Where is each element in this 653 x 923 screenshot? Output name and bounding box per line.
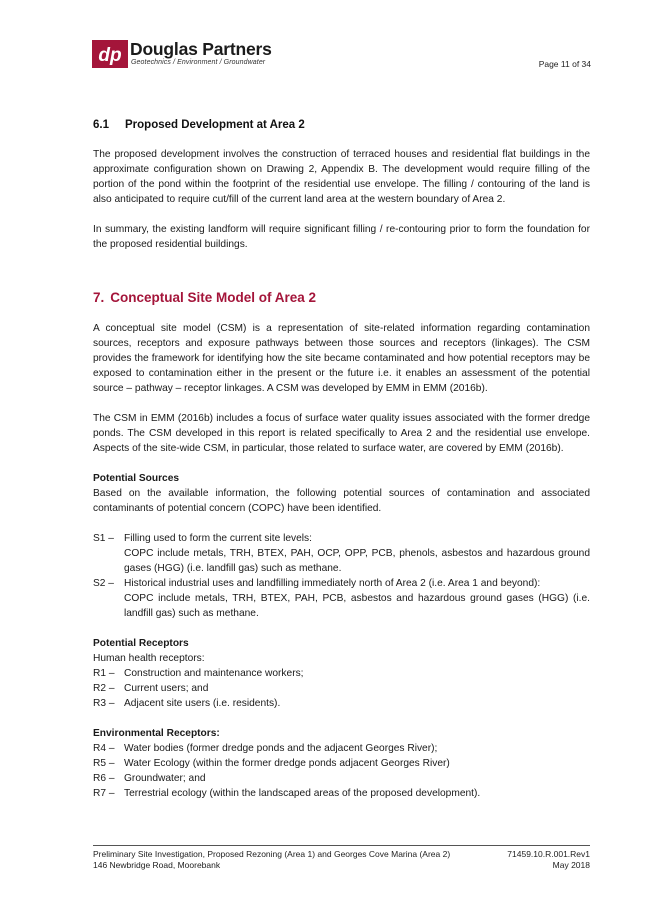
page-footer [93,849,590,870]
item-code: R3 – [93,698,115,709]
list-item [93,771,590,786]
item-text: Groundwater; and [124,773,206,784]
environmental-receptors-list [93,741,590,801]
list-item [93,666,590,681]
list-item [93,576,590,621]
item-text: Water Ecology (within the former dredge ponds adjacent Georges River) [124,758,450,769]
item-code: S2 – [93,578,114,589]
item-text: Adjacent site users (i.e. residents). [124,698,281,709]
item-detail: COPC include metals, TRH, BTEX, PAH, PCB, asbestos and hazardous ground gases (HGG) (i.e. landfill gas) such as methane. [124,593,590,619]
item-text: Historical industrial uses and landfilling immediately north of Area 2 (i.e. Area 1 and beyond): [124,578,541,589]
paragraph: Based on the available information, the following potential sources of contamination and associated contaminants of potential concern (COPC) have been identified. [93,488,590,514]
footer-date: May 2018 [552,859,590,870]
footer-report-number: 71459.10.R.001.Rev1 [507,849,590,859]
section-title: Proposed Development at Area 2 [125,119,305,131]
section-title: Conceptual Site Model of Area 2 [110,290,317,305]
receptors-list [93,666,590,711]
item-detail: COPC include metals, TRH, BTEX, PAH, OCP, OPP, PCB, phenols, asbestos and hazardous ground gases (HGG) (i.e. landfill gas) such as methane. [124,548,590,574]
document-body [93,110,590,801]
list-item [93,696,590,711]
paragraph: The proposed development involves the construction of terraced houses and residential flat buildings in the approximate configuration shown on Drawing 2, Appendix B. The development would require filling of the portion of the pond within the footprint of the residential use envelope. The filling / contouring of the land is also anticipated to require cut/fill of the current land area at the western boundary of Area 2. [93,149,590,205]
item-text: Current users; and [124,683,209,694]
item-code: S1 – [93,533,114,544]
item-code: R1 – [93,668,115,679]
item-code: R4 – [93,743,115,754]
environmental-receptors-heading: Environmental Receptors: [93,728,220,739]
potential-receptors-heading: Potential Receptors [93,638,189,649]
item-code: R6 – [93,773,115,784]
list-item [93,531,590,576]
company-name: Douglas Partners [130,39,272,59]
item-text: Terrestrial ecology (within the landscaped areas of the proposed development). [124,788,481,799]
section-6-1-heading [93,119,590,131]
list-item [93,741,590,756]
list-item [93,681,590,696]
page-number: Page 11 of 34 [538,59,591,69]
svg-text:dp: dp [98,45,122,66]
item-text: Filling used to form the current site levels: [124,533,312,544]
item-text: Construction and maintenance workers; [124,668,304,679]
company-tagline: Geotechnics / Environment / Groundwater [131,59,266,66]
paragraph: The CSM in EMM (2016b) includes a focus of surface water quality issues associated with the former dredge ponds. The CSM developed in this report is related specifically to Area 2 and the residential use envelope. Aspects of the site-wide CSM, in particular, those related to surface water, are covered by EMM (2016b). [93,413,590,454]
footer-divider [93,845,590,846]
douglas-partners-logo-icon [92,40,128,68]
footer-report-title: Preliminary Site Investigation, Proposed Rezoning (Area 1) and Georges Cove Marina (Area 2) [93,849,451,859]
sources-list [93,531,590,621]
paragraph: In summary, the existing landform will require significant filling / re-contouring prior to form the foundation for the proposed residential buildings. [93,224,590,250]
receptors-intro: Human health receptors: [93,653,205,664]
item-code: R7 – [93,788,115,799]
list-item [93,756,590,771]
item-code: R2 – [93,683,115,694]
item-code: R5 – [93,758,115,769]
section-number: 7. [93,290,105,305]
paragraph: A conceptual site model (CSM) is a representation of site-related information regarding contamination sources, receptors and exposure pathways between those sources and receptors (linkages). The CSM provides the framework for identifying how the site became contaminated and how potential receptors may be exposed to contamination either in the present or the future i.e. it enables an assessment of the potential source – pathway – receptor linkages. A CSM was developed by EMM in EMM (2016b). [93,323,590,394]
section-number: 6.1 [93,119,109,131]
list-item [93,786,590,801]
item-text: Water bodies (former dredge ponds and the adjacent Georges River); [124,743,438,754]
potential-sources-heading: Potential Sources [93,473,180,484]
company-logo [92,40,302,72]
section-7-heading [93,290,590,305]
footer-site-address: 146 Newbridge Road, Moorebank [93,859,221,870]
